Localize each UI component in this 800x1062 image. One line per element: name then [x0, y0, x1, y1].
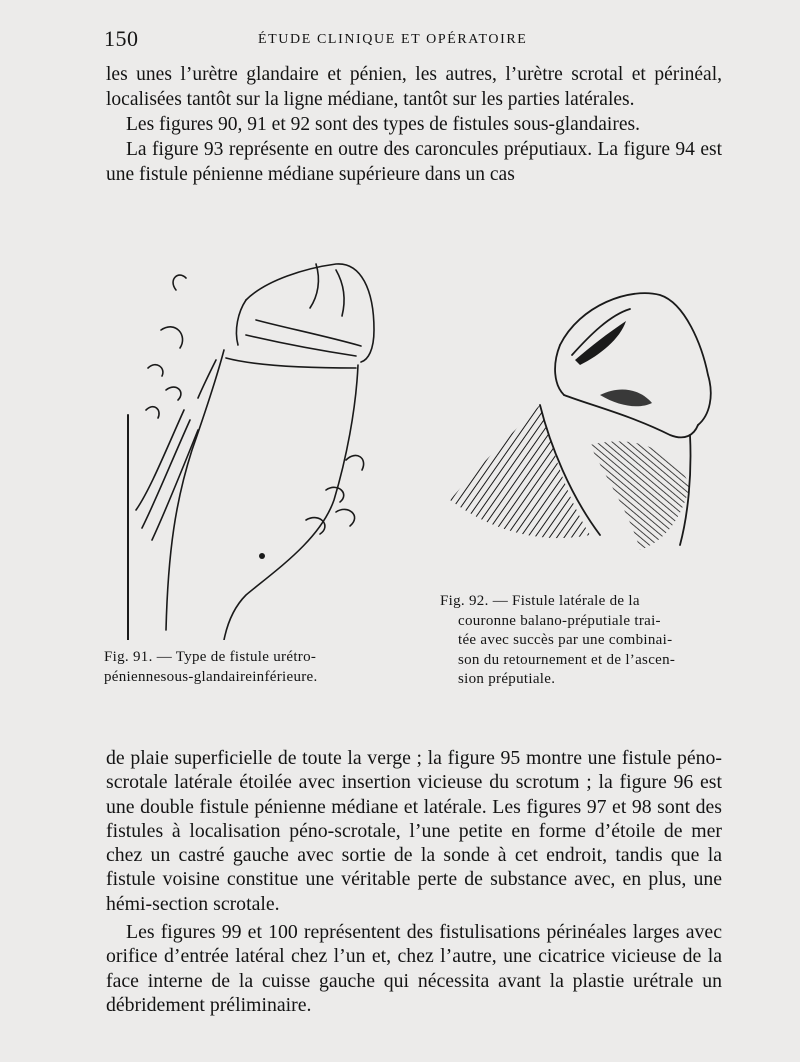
text-block-top [106, 62, 722, 187]
caption-line: couronne balano-préputiale trai- [458, 612, 661, 629]
figure-92-drawing [440, 285, 730, 575]
caption-line: Fig. 91. — Type de fistule urétro- [104, 649, 317, 665]
running-title: ÉTUDE CLINIQUE ET OPÉRATOIRE [258, 32, 528, 47]
paragraph: les unes l’urètre glandaire et pénien, les autres, l’urètre scrotal et périnéal, localisées tantôt sur la ligne médiane, tantôt sur les parties latérales. [106, 64, 722, 110]
caption-line: péniennesous-glandaireinférieure. [104, 668, 318, 685]
caption-line: tée avec succès par une combinai- [458, 632, 673, 648]
figure-91-caption [104, 648, 404, 687]
caption-line: son du retournement et de l’ascen- [458, 651, 676, 668]
text-block-bottom [106, 746, 722, 1017]
paragraph: Les figures 99 et 100 représentent des fistulisations périnéales larges avec orifice d’entrée latéral chez l’un et, chez l’autre, une cicatrice vicieuse de la face interne de la cuisse gauche qui nécessita avant la plastie urétrale un débridement préliminaire. [106, 921, 722, 1016]
paragraph: La figure 93 représente en outre des caroncules préputiaux. La figure 94 est une fistule pénienne médiane supérieure dans un cas [106, 139, 722, 185]
paragraph: Les figures 90, 91 et 92 sont des types de fistules sous-glandaires. [126, 114, 640, 135]
caption-line: Fig. 92. — Fistule latérale de la [440, 593, 640, 609]
figure-91-drawing [106, 250, 396, 640]
page-header [104, 26, 714, 56]
paragraph: de plaie superficielle de toute la verge ; la figure 95 montre une fistule péno-scrotale latérale étoilée avec insertion vicieuse du scrotum ; la figure 96 est une double fistule pénienne médiane et latérale. Les figures 97 et 98 sont des fistules à localisation péno-scrotale, l’une petite en forme d’étoile de mer chez un castré gauche avec sortie de la sonde à cet endroit, tandis que la fistule voisine constitue une véritable perte de substance avec, en plus, une hémi-section scrotale. [106, 747, 722, 915]
page-number: 150 [104, 26, 139, 51]
figure-92-caption [440, 592, 726, 690]
caption-line: sion préputiale. [458, 671, 556, 687]
